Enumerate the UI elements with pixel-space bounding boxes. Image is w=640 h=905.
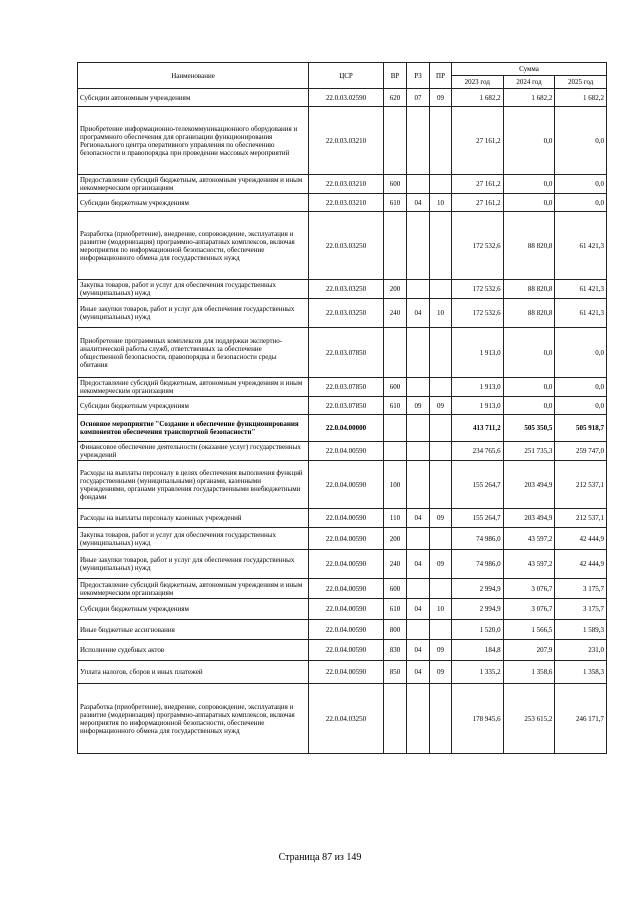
- budget-table-container: [77, 62, 607, 754]
- cell-2024: 3 076,7: [503, 579, 555, 599]
- cell-rz: [407, 280, 430, 299]
- cell-rz: 04: [407, 509, 430, 528]
- cell-2024: 3 076,7: [503, 599, 555, 620]
- cell-name: Уплата налогов, сборов и иных платежей: [78, 661, 309, 684]
- cell-2024: 43 597,2: [503, 528, 555, 550]
- table-row: [78, 175, 607, 194]
- table-row: [78, 442, 607, 461]
- cell-2025: 61 421,3: [555, 212, 607, 280]
- cell-vr: [384, 328, 407, 378]
- cell-2023: 27 161,2: [452, 175, 504, 194]
- cell-name: Основное мероприятие "Создание и обеспечение функционирования компонентов обеспечения транспортной безопасности": [78, 415, 309, 442]
- cell-rz: [407, 579, 430, 599]
- cell-rz: [407, 461, 430, 509]
- cell-name: Субсидии автономным учреждениям: [78, 89, 309, 107]
- cell-name: Иные закупки товаров, работ и услуг для обеспечения государственных (муниципальных) нужд: [78, 550, 309, 579]
- cell-csr: 22.0.03.07850: [309, 328, 384, 378]
- cell-rz: [407, 175, 430, 194]
- table-row: [78, 89, 607, 107]
- cell-2024: 0,0: [503, 328, 555, 378]
- cell-pr: 09: [430, 397, 452, 415]
- cell-2024: 0,0: [503, 194, 555, 212]
- table-row: [78, 212, 607, 280]
- cell-csr: 22.0.04.00590: [309, 550, 384, 579]
- cell-csr: 22.0.04.00000: [309, 415, 384, 442]
- cell-vr: 110: [384, 509, 407, 528]
- cell-2023: 1 913,0: [452, 378, 504, 397]
- cell-pr: [430, 579, 452, 599]
- header-year-2023: 2023 год: [452, 76, 504, 89]
- page-footer: Страница 87 из 149: [278, 852, 362, 863]
- cell-2024: 88 820,8: [503, 280, 555, 299]
- table-row: [78, 579, 607, 599]
- table-row: [78, 378, 607, 397]
- cell-csr: 22.0.04.00590: [309, 640, 384, 661]
- cell-csr: 22.0.04.00590: [309, 579, 384, 599]
- cell-vr: 830: [384, 640, 407, 661]
- cell-name: Разработка (приобретение), внедрение, сопровождение, эксплуатация и развитие (модернизация) программно-аппаратных комплексов, включая мероприятия по информационной безопасности, обеспечение информационного обмена для государственных нужд: [78, 212, 309, 280]
- cell-2025: 246 171,7: [555, 684, 607, 754]
- cell-rz: 04: [407, 640, 430, 661]
- cell-vr: [384, 107, 407, 175]
- cell-vr: 240: [384, 550, 407, 579]
- cell-2024: 251 735,3: [503, 442, 555, 461]
- cell-pr: [430, 378, 452, 397]
- cell-2024: 203 494,9: [503, 461, 555, 509]
- header-year-2025: 2025 год: [555, 76, 607, 89]
- cell-name: Приобретение программных комплексов для поддержки экспертно-аналитической работы служб, ответственных за обеспечение общественной безопасности, правопорядка и безопасности среды обитания: [78, 328, 309, 378]
- cell-pr: [430, 107, 452, 175]
- header-name: Наименование: [78, 63, 309, 89]
- table-row: [78, 620, 607, 640]
- table-body: [78, 89, 607, 754]
- table-row: [78, 328, 607, 378]
- cell-csr: 22.0.04.00590: [309, 442, 384, 461]
- table-row: [78, 461, 607, 509]
- cell-name: Расходы на выплаты персоналу казенных учреждений: [78, 509, 309, 528]
- cell-vr: 610: [384, 599, 407, 620]
- header-year-2024: 2024 год: [503, 76, 555, 89]
- cell-name: Закупка товаров, работ и услуг для обеспечения государственных (муниципальных) нужд: [78, 280, 309, 299]
- cell-2023: 155 264,7: [452, 509, 504, 528]
- cell-2025: 0,0: [555, 378, 607, 397]
- cell-pr: 09: [430, 550, 452, 579]
- cell-rz: 04: [407, 194, 430, 212]
- cell-2025: 0,0: [555, 194, 607, 212]
- cell-csr: 22.0.03.07850: [309, 378, 384, 397]
- cell-vr: 610: [384, 194, 407, 212]
- cell-2025: 42 444,9: [555, 550, 607, 579]
- cell-2025: 3 175,7: [555, 599, 607, 620]
- cell-rz: [407, 442, 430, 461]
- cell-pr: [430, 442, 452, 461]
- cell-vr: 200: [384, 280, 407, 299]
- header-pr: ПР: [430, 63, 452, 89]
- cell-name: Предоставление субсидий бюджетным, автономным учреждениям и иным некоммерческим организациям: [78, 579, 309, 599]
- budget-table: [77, 62, 607, 754]
- cell-2024: 43 597,2: [503, 550, 555, 579]
- cell-rz: [407, 684, 430, 754]
- cell-pr: 09: [430, 509, 452, 528]
- cell-2023: 184,8: [452, 640, 504, 661]
- cell-name: Предоставление субсидий бюджетным, автономным учреждениям и иным некоммерческим организациям: [78, 175, 309, 194]
- cell-csr: 22.0.03.03210: [309, 107, 384, 175]
- cell-rz: 04: [407, 299, 430, 328]
- cell-2024: 1 682,2: [503, 89, 555, 107]
- cell-vr: 600: [384, 378, 407, 397]
- cell-2024: 88 820,8: [503, 212, 555, 280]
- cell-2023: 1 335,2: [452, 661, 504, 684]
- cell-2025: 212 537,1: [555, 461, 607, 509]
- cell-2025: 0,0: [555, 107, 607, 175]
- cell-name: Закупка товаров, работ и услуг для обеспечения государственных (муниципальных) нужд: [78, 528, 309, 550]
- cell-rz: 07: [407, 89, 430, 107]
- cell-vr: [384, 684, 407, 754]
- cell-csr: 22.0.04.00590: [309, 620, 384, 640]
- cell-pr: 10: [430, 299, 452, 328]
- cell-2024: 1 358,6: [503, 661, 555, 684]
- cell-name: Субсидии бюджетным учреждениям: [78, 397, 309, 415]
- cell-pr: [430, 620, 452, 640]
- cell-2023: 2 994,9: [452, 599, 504, 620]
- cell-vr: [384, 415, 407, 442]
- cell-rz: 04: [407, 550, 430, 579]
- cell-rz: [407, 528, 430, 550]
- cell-csr: 22.0.03.03210: [309, 194, 384, 212]
- cell-vr: 100: [384, 461, 407, 509]
- cell-name: Исполнение судебных актов: [78, 640, 309, 661]
- header-rz: РЗ: [407, 63, 430, 89]
- cell-2023: 74 986,0: [452, 528, 504, 550]
- cell-2024: 88 820,8: [503, 299, 555, 328]
- cell-name: Субсидии бюджетным учреждениям: [78, 194, 309, 212]
- cell-vr: 600: [384, 579, 407, 599]
- cell-2024: 207,9: [503, 640, 555, 661]
- cell-name: Иные закупки товаров, работ и услуг для обеспечения государственных (муниципальных) нужд: [78, 299, 309, 328]
- cell-csr: 22.0.04.00590: [309, 509, 384, 528]
- cell-rz: 09: [407, 397, 430, 415]
- table-row: [78, 550, 607, 579]
- table-row: [78, 280, 607, 299]
- table-row: [78, 194, 607, 212]
- cell-2024: 505 350,5: [503, 415, 555, 442]
- table-row: [78, 107, 607, 175]
- cell-2023: 2 994,9: [452, 579, 504, 599]
- table-row: [78, 509, 607, 528]
- cell-2025: 0,0: [555, 328, 607, 378]
- cell-2023: 27 161,2: [452, 107, 504, 175]
- cell-pr: 09: [430, 89, 452, 107]
- cell-2024: 0,0: [503, 107, 555, 175]
- cell-csr: 22.0.04.00590: [309, 599, 384, 620]
- cell-pr: 09: [430, 661, 452, 684]
- table-row: [78, 661, 607, 684]
- cell-2024: 0,0: [503, 378, 555, 397]
- cell-2024: 0,0: [503, 175, 555, 194]
- cell-vr: [384, 442, 407, 461]
- cell-2023: 27 161,2: [452, 194, 504, 212]
- cell-vr: 610: [384, 397, 407, 415]
- cell-2025: 1 358,3: [555, 661, 607, 684]
- table-row: [78, 528, 607, 550]
- cell-vr: 620: [384, 89, 407, 107]
- header-sum: Сумма: [452, 63, 607, 76]
- cell-2023: 172 532,6: [452, 299, 504, 328]
- cell-2025: 3 175,7: [555, 579, 607, 599]
- cell-2023: 172 532,6: [452, 280, 504, 299]
- cell-name: Субсидии бюджетным учреждениям: [78, 599, 309, 620]
- cell-pr: 09: [430, 640, 452, 661]
- cell-2023: 155 264,7: [452, 461, 504, 509]
- table-row: [78, 299, 607, 328]
- cell-rz: [407, 328, 430, 378]
- cell-2023: 1 520,0: [452, 620, 504, 640]
- cell-2025: 212 537,1: [555, 509, 607, 528]
- cell-pr: [430, 175, 452, 194]
- cell-rz: [407, 378, 430, 397]
- cell-csr: 22.0.03.03250: [309, 280, 384, 299]
- header-vr: ВР: [384, 63, 407, 89]
- cell-pr: [430, 212, 452, 280]
- cell-2024: 203 494,9: [503, 509, 555, 528]
- cell-2024: 1 566,5: [503, 620, 555, 640]
- cell-vr: [384, 212, 407, 280]
- cell-2023: 413 711,2: [452, 415, 504, 442]
- cell-2023: 1 682,2: [452, 89, 504, 107]
- cell-csr: 22.0.03.02590: [309, 89, 384, 107]
- cell-2024: 253 615,2: [503, 684, 555, 754]
- cell-pr: [430, 280, 452, 299]
- cell-vr: 850: [384, 661, 407, 684]
- cell-rz: 04: [407, 599, 430, 620]
- cell-rz: [407, 415, 430, 442]
- cell-name: Предоставление субсидий бюджетным, автономным учреждениям и иным некоммерческим организациям: [78, 378, 309, 397]
- cell-2025: 1 682,2: [555, 89, 607, 107]
- cell-2025: 505 918,7: [555, 415, 607, 442]
- cell-pr: [430, 684, 452, 754]
- cell-pr: 10: [430, 599, 452, 620]
- table-row: [78, 599, 607, 620]
- cell-pr: [430, 528, 452, 550]
- cell-csr: 22.0.04.00590: [309, 661, 384, 684]
- cell-csr: 22.0.03.03210: [309, 175, 384, 194]
- cell-rz: [407, 212, 430, 280]
- cell-2025: 42 444,9: [555, 528, 607, 550]
- cell-name: Расходы на выплаты персоналу в целях обеспечения выполнения функций государственными (муниципальными) органами, казенными учреждениями, органами управления государственными внебюджетными фондами: [78, 461, 309, 509]
- cell-pr: [430, 461, 452, 509]
- cell-csr: 22.0.04.03250: [309, 684, 384, 754]
- cell-vr: 240: [384, 299, 407, 328]
- cell-2025: 0,0: [555, 175, 607, 194]
- table-row: [78, 415, 607, 442]
- cell-2023: 234 765,6: [452, 442, 504, 461]
- cell-2025: 1 589,3: [555, 620, 607, 640]
- cell-csr: 22.0.03.03250: [309, 212, 384, 280]
- cell-vr: 200: [384, 528, 407, 550]
- cell-csr: 22.0.04.00590: [309, 461, 384, 509]
- cell-rz: [407, 620, 430, 640]
- cell-csr: 22.0.03.07850: [309, 397, 384, 415]
- cell-csr: 22.0.04.00590: [309, 528, 384, 550]
- table-row: [78, 397, 607, 415]
- cell-vr: 800: [384, 620, 407, 640]
- cell-vr: 600: [384, 175, 407, 194]
- cell-2024: 0,0: [503, 397, 555, 415]
- cell-rz: 04: [407, 661, 430, 684]
- cell-rz: [407, 107, 430, 175]
- cell-2025: 61 421,3: [555, 299, 607, 328]
- cell-pr: [430, 415, 452, 442]
- cell-2025: 259 747,0: [555, 442, 607, 461]
- cell-name: Финансовое обеспечение деятельности (оказание услуг) государственных учреждений: [78, 442, 309, 461]
- cell-2023: 1 913,0: [452, 397, 504, 415]
- cell-2023: 1 913,0: [452, 328, 504, 378]
- header-csr: ЦСР: [309, 63, 384, 89]
- cell-2025: 61 421,3: [555, 280, 607, 299]
- cell-name: Приобретение информационно-телекоммуникационного оборудования и программного обеспечения для организации функционирования Регионального центра оперативного управления по обеспечению безопасности и правопорядка при проведении массовых мероприятий: [78, 107, 309, 175]
- cell-2023: 178 945,6: [452, 684, 504, 754]
- table-row: [78, 640, 607, 661]
- cell-name: Иные бюджетные ассигнования: [78, 620, 309, 640]
- cell-2025: 0,0: [555, 397, 607, 415]
- table-row: [78, 684, 607, 754]
- cell-2023: 74 986,0: [452, 550, 504, 579]
- cell-2025: 231,0: [555, 640, 607, 661]
- cell-pr: 10: [430, 194, 452, 212]
- cell-name: Разработка (приобретение), внедрение, сопровождение, эксплуатация и развитие (модернизация) программно-аппаратных комплексов, включая мероприятия по информационной безопасности, обеспечение информационного обмена для государственных нужд: [78, 684, 309, 754]
- cell-2023: 172 532,6: [452, 212, 504, 280]
- cell-pr: [430, 328, 452, 378]
- cell-csr: 22.0.03.03250: [309, 299, 384, 328]
